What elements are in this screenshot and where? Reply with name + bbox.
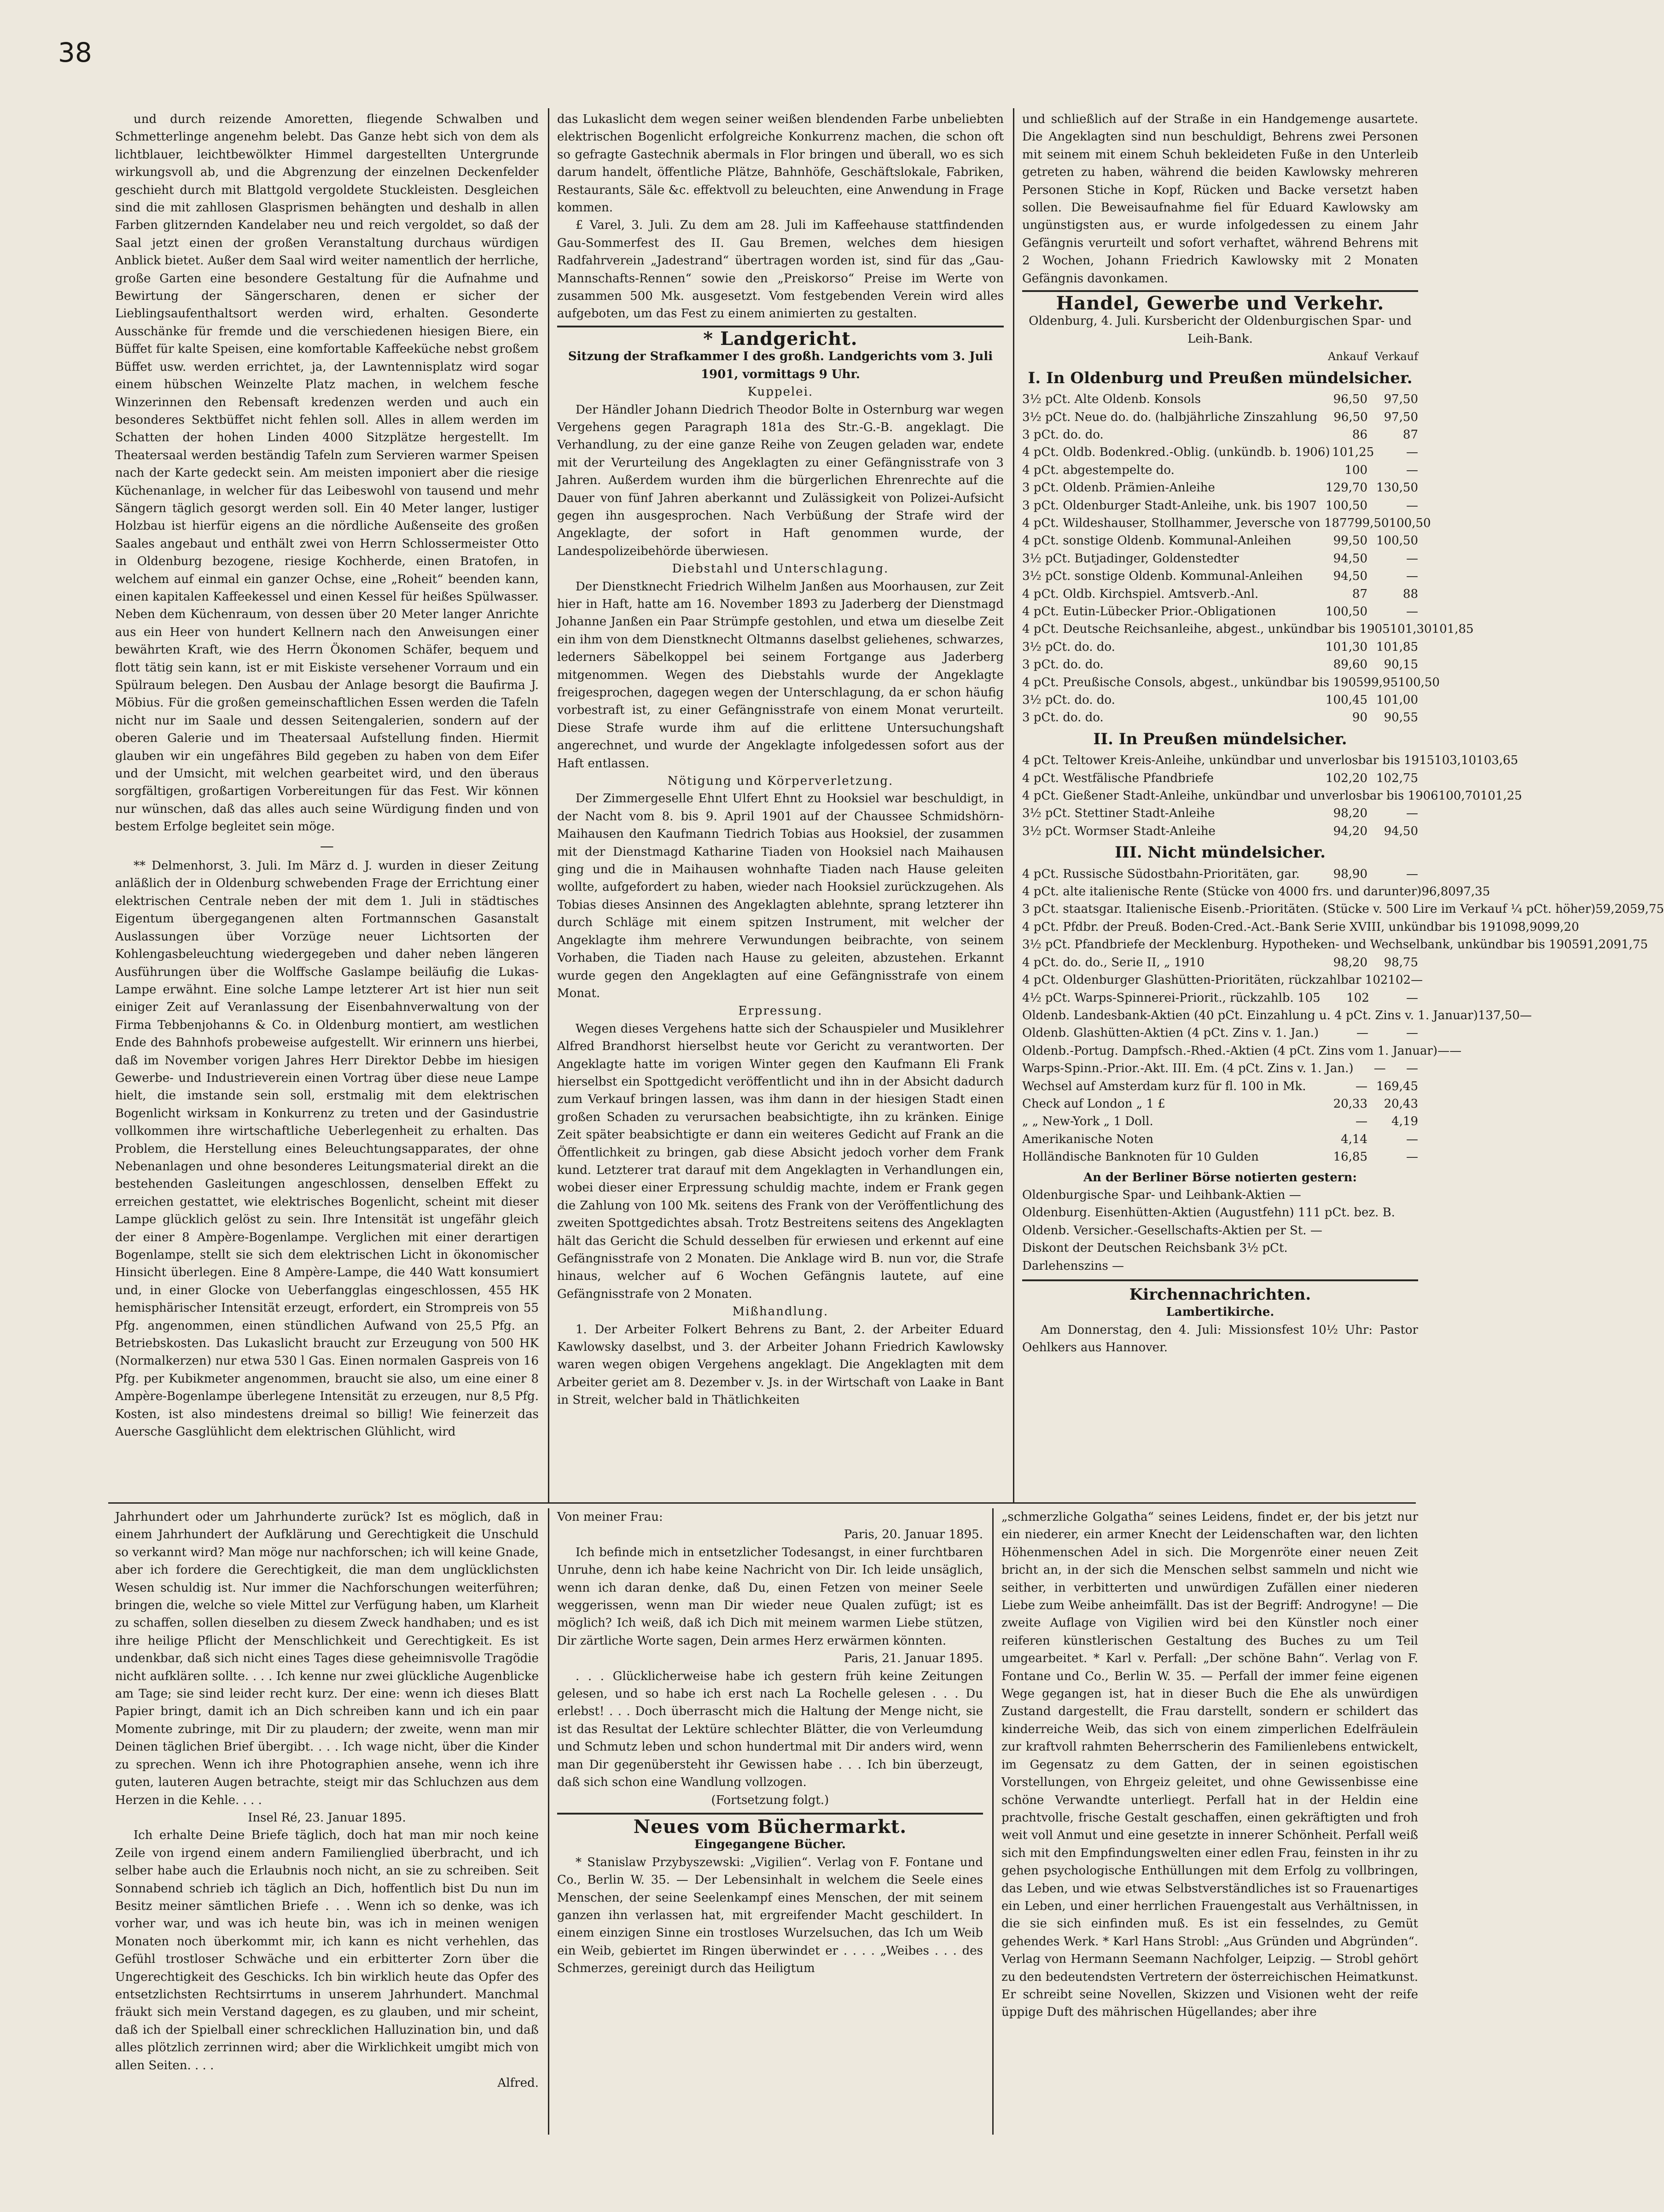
kurs-row [1022, 1148, 1418, 1166]
security-name: 3 pCt. do. do. [1022, 711, 1104, 725]
kurs-row [1022, 752, 1519, 769]
buechermarkt-subheading: Eingegangene Bücher. [694, 1838, 846, 1852]
book-reviews-cont: „schmerzliche Golgatha“ seines Leidens, findet er, der bis jetzt nur ein niederer, ein armer Knecht der Leidenschaften war, den lichten Höhenmenschen Adel in sich. Die Morgenröte einer neuen Zeit bricht an, in der sich die Menschen selbst sammeln und nicht wie seither, in verbitterten und unwürdigen Zufällen einer niederen Liebe zum Weibe anheimfällt. Das ist der Begriff: Androgyne! — Die zweite Auflage von Vigilien wird bei den Künstler noch einer reiferen künstlerischen Gestaltung des Buches zu um Teil umgearbeitet. * Karl v. Perfall: „Der schöne Bahn“. Verlag von F. Fontane und Co., Berlin W. 35. — Perfall der immer feine eigenen Wege gegangen ist, hat in dieser Buch die Ehe als unwürdigen Zustand dargestellt, die Frau darstellt, sondern er schildert das kinderreiche Weib, das sich von einem zimperlichen Edelfräulein zur kraftvoll rahmten Beherrscherin des Familienlebens entwickelt, im Gegensatz zu dem Gatten, der in seinen egoistischen Vorstellungen, von Ehrgeiz geleitet, und ohne Gewissenbisse eine schöne Verwandte unterliegt. Perfall hat in der Heldin eine prachtvolle, frische Gestalt geschaffen, einen gekräftigten und froh weit voll Anmut und eine gesetzte in innerer Schönheit. Perfall weiß sich mit den Empfindungswelten einer edlen Frau, feinsten in ihr zu gehen psychologische Enthüllungen mit dem Erfolg zu vollbringen, das Leben, und wie etwas Selbstverständliches ist so Frauenartiges ein Leben, und einer herrlichen Frauengestalt aus Verhältnissen, in die sie sich einfinden muß. Es ist ein fesselndes, zu Gemüt gehendes Werk. * Karl Hans Strobl: „Aus Gründen und Abgründen“. Verlag von Hermann Seemann Nachfolger, Leipzig. — Strobl gehört zu den bedeutendsten Vertretern der österreichischen Heimatkunst. Er schreibt seine Novellen, Skizzen und Visionen weht der reife üppige Duft des mährischen Hügellandes; aber ihre [1001, 1510, 1418, 2019]
ankauf-value: 100 [1344, 463, 1367, 477]
verkauf-value: 20,43 [1384, 1097, 1418, 1111]
lower-column-1 [115, 1508, 539, 2139]
berliner-boerse-item: Oldenburg. Eisenhütten-Aktien (Augustfehn) 111 pCt. bez. B. [1022, 1206, 1395, 1220]
verkauf-value: — [1406, 569, 1418, 584]
ankauf-value: 99,50 [1333, 534, 1367, 548]
ankauf-value: 101,25 [1332, 445, 1374, 460]
section-rule [557, 1813, 983, 1815]
kurs-row [1022, 918, 1579, 936]
verkauf-value: — [1406, 1062, 1418, 1076]
page-number: 38 [58, 37, 92, 68]
security-name: 3½ pCt. do. do. [1022, 640, 1115, 654]
sitzung-heading: Sitzung der Strafkammer I des großh. Landgerichts vom 3. Juli 1901, vormittags 9 Uhr. [568, 350, 993, 381]
security-name: Oldenb.-Portug. Dampfsch.-Rhed.-Aktien (4 pCt. Zins vom 1. Januar) [1022, 1044, 1438, 1058]
book-review-vigilien: * Stanislaw Przybyszewski: „Vigilien“. Verlag von F. Fontane und Co., Berlin W. 35. — Der Lebensinhalt in welchem die Seele eines Menschen, der seine Seelenkampf eines Menschen, der mit seinem ganzen ihn verlassen hat, mit ergreifender Macht geschildert. In einem einzigen Sinne ein trostloses Wurzelsuchen, das Ich um Weib ein Weib, gebiertet im Ringen überwindet er . . . . „Weibes . . . des Schmerzes, gereinigt durch das Heiligtum [557, 1855, 983, 1976]
separator: — [320, 838, 334, 854]
verkauf-value: 94,50 [1384, 824, 1418, 838]
kurs-row [1022, 805, 1418, 822]
ankauf-value: 16,85 [1333, 1150, 1367, 1164]
verkauf-value: 97,50 [1384, 392, 1418, 407]
section-rule [1022, 1279, 1418, 1281]
security-name: 4 pCt. Deutsche Reichsanleihe, abgest., unkündbar bis 1905 [1022, 622, 1390, 636]
security-name: Warps-Spinn.-Prior.-Akt. III. Em. (4 pCt. Zins v. 1. Jan.) [1022, 1062, 1354, 1076]
verkauf-value: 103,65 [1476, 753, 1519, 768]
ankauf-value: 20,33 [1333, 1097, 1367, 1111]
verkauf-value: — [1406, 1150, 1418, 1164]
wife-letter-date-2: Paris, 21. Januar 1895. [844, 1652, 983, 1666]
ankauf-value: 91,20 [1579, 938, 1614, 952]
security-name: Check auf London „ 1 £ [1022, 1097, 1165, 1111]
kurs-row [1022, 391, 1418, 408]
security-name: 3½ pCt. Pfandbriefe der Mecklenburg. Hypotheken- und Wechselbank, unkündbar bis 1905 [1022, 938, 1580, 952]
security-name: „ „ New-York „ 1 Doll. [1022, 1115, 1153, 1129]
kuppelei-heading: Kuppelei. [747, 385, 814, 399]
kurs-row [1022, 585, 1418, 603]
verkauf-value: — [1406, 445, 1418, 460]
kursbericht-intro: Oldenburg, 4. Juli. Kursbericht der Oldenburgischen Spar- und Leih-Bank. [1029, 314, 1412, 346]
verkauf-value: — [1406, 604, 1418, 619]
kurs-row [1022, 514, 1431, 532]
column-2 [557, 111, 1004, 1497]
ankauf-value: 99,50 [1355, 516, 1389, 530]
landgericht-heading: * Landgericht. [703, 327, 858, 350]
verkauf-value: 130,50 [1376, 481, 1418, 495]
kurs-row [1022, 1095, 1418, 1113]
berliner-boerse-item: Oldenburgische Spar- und Leihbank-Aktien — [1022, 1188, 1301, 1202]
article-misshandlung-cont: und schließlich auf der Straße in ein Handgemenge ausartete. Die Angeklagten sind nun beschuldigt, Behrens zwei Personen mit seinem mit einem Schuh bekleideten Fuße in den Unterleib getreten zu haben, während die beiden Kawlowsky mehreren Personen Stiche in Kopf, Rücken und Backe versetzt haben sollen. Die Beweisaufnahme fiel für Eduard Kawlowsky am ungünstigsten aus, er wurde infolgedessen zu einem Jahr Gefängnis verurteilt und sofort verhaftet, während Behrens mit 2 Wochen, Johann Friedrich Kawlowsky mit 2 Monaten Gefängnis davonkamen. [1022, 112, 1418, 286]
verkauf-value: — [1406, 867, 1418, 881]
kirchen-subheading: Lambertikirche. [1166, 1305, 1274, 1319]
verkauf-value: 99,20 [1545, 920, 1579, 934]
article-festsaal: und durch reizende Amoretten, fliegende Schwalben und Schmetterlinge angenehm belebt. Das Ganze hebt sich von dem als lichtblauer, leichtbewölkter Himmel dargestellten Untergrunde wirkungsvoll ab, und die Abgrenzung der einzelnen Deckenfelder geschieht durch mit Blattgold vergoldete Stuckleisten. Desgleichen sind die mit zahllosen Glasprismen behängten und deshalb in allen Farben glitzernden Kandelaber neu und reich vergoldet, so daß der Saal jetzt einen der großen Veranstaltung durchaus würdigen Anblick bietet. Außer dem Saal wird weiter namentlich der herrliche, große Garten eine besondere Gestaltung für die Aufnahme und Bewirtung der Sängerscharen, denen er sicher der Lieblingsaufenthaltsort werden wird, erhalten. Gesonderte Ausschänke für fremde und die verschiedenen hiesigen Biere, ein Büffet für kalte Speisen, eine komfortable Kaffeeküche nebst großem Büffet usw. werden errichtet, ja, der Lawntennisplatz wird sogar einem hübschen Weinzelte Platz machen, in welchem fesche Winzerinnen den Rebensaft kredenzen werden und auch ein besonderes Sektbüffet nicht fehlen soll. Alles in allem werden im Schatten der hohen Linden 4000 Sitzplätze hergestellt. Im Theatersaal werden beständig Tafeln zum Servieren warmer Speisen nach der Karte gedeckt sein. Am meisten imponiert aber die riesige Küchenanlage, in welcher für das Leibeswohl von tausend und mehr Sängern täglich gesorgt werden soll. Ein 40 Meter langer, lustiger Holzbau ist hierfür eigens an die nördliche Außenseite des großen Saales angebaut und enthält zwei von Herrn Schlossermeister Otto in Oldenburg bezogene, riesige Kochherde, einen Bratofen, in welchem auf einmal ein ganzer Ochse, eine „Roheit“ beenden kann, einen kapitalen Kaffeekessel und einen Kessel für heißes Spülwasser. Neben dem Küchenraum, von dessen über 20 Meter langer Anrichte aus ein Heer von hundert Kellnern nach den Anweisungen einer bewährten Kraft, wie des Herrn Ökonomen Schäfer, bequem und flott tätig sein kann, ist er mit Eiskiste versehener Vorraum und ein Spülraum belegen. Den Ausbau der Anlage besorgt die Baufirma J. Möbius. Für die großen gemeinschaftlichen Essen werden die Tafeln nicht nur im Saale und dessen Seitengalerien, sondern auf der oberen Galerie und im Theatersaal Aufstellung finden. Hiermit glauben wir ein ungefähres Bild gegeben zu haben von dem Eifer und der Umsicht, mit welchen gearbeitet wird, und den überaus sorgfältigen, großartigen Vorbereitungen für das Fest. Wir können nur wünschen, daß das alles auch seine Würdigung finden und von bestem Erfolge begleitet sein möge. [115, 112, 539, 834]
letter-signature: Alfred. [497, 2076, 539, 2090]
kurs-row [1022, 550, 1418, 567]
ankauf-value: 86 [1352, 427, 1367, 442]
kurs-row [1022, 1007, 1532, 1024]
security-name: Amerikanische Noten [1022, 1132, 1154, 1146]
kurs-row [1022, 787, 1522, 805]
security-name: Wechsel auf Amsterdam kurz für fl. 100 in Mk. [1022, 1079, 1306, 1093]
security-name: 4 pCt. Teltower Kreis-Anleihe, unkündbar und unverlosbar bis 1915 [1022, 753, 1435, 768]
berliner-boerse-item: Diskont der Deutschen Reichsbank 3½ pCt. [1022, 1241, 1288, 1255]
ankauf-value: 89,60 [1333, 658, 1367, 672]
wife-letter-text-1: Ich befinde mich in entsetzlicher Todesangst, in einer furchtbaren Unruhe, denn ich habe keine Nachricht von Dir. Ich leide unsäglich, wenn ich daran denke, daß Du, einen Fetzen von meiner Seele weggerissen, wenn man Dir wieder neue Qualen zufügt; ist es möglich? Ich weiß, daß ich Dich mit meinem warmen Liebe stützen, Dir zärtliche Worte sagen, Dein armes Herz erwärmen könnten. [557, 1545, 983, 1648]
column-rule [548, 1508, 549, 2135]
kurs-row [1022, 567, 1418, 585]
kurs-row [1022, 1113, 1418, 1130]
ankauf-value: 100,45 [1326, 693, 1367, 707]
security-name: 3½ pCt. Alte Oldenb. Konsols [1022, 392, 1201, 407]
dreyfus-letter-text: Jahrhundert oder um Jahrhunderte zurück? Ist es möglich, daß in einem Jahrhundert der Aufklärung und Gerechtigkeit die Unschuld so verkannt wird? Man möge nur nachforschen; ich will keine Gnade, aber ich fordere die Gerechtigkeit, die man dem unglücklichsten Wesen schuldig ist. Nur immer die Nachforschungen weiterführen; bringen die, welche so viele Mittel zur Verfügung haben, um Klarheit zu schaffen, sollen dieselben zu diesem Zweck handhaben; und es ist ihre heilige Pflicht der Menschlichkeit und Gerechtigkeit. Es ist undenkbar, daß sich nicht eines Tages diese geheimnisvolle Tragödie nicht aufklären sollte. . . . Ich kenne nur zwei glückliche Augenblicke am Tage; sie sind leider recht kurz. Der eine: wenn ich dieses Blatt Papier bringt, damit ich an Dich schreiben kann und ich ein paar Momente zubringe, mit Dir zu plaudern; der zweite, wenn man mir Deinen täglichen Brief übergibt. . . . Ich wage nicht, über die Kinder zu sprechen. Wenn ich ihre Photographien ansehe, wenn ich ihre guten, lauteren Augen betrachte, steigt mir das Schluchzen aus dem Herzen in die Kehle. . . . [115, 1510, 539, 1807]
security-name: 4 pCt. Gießener Stadt-Anleihe, unkündbar und unverlosbar bis 1906 [1022, 789, 1438, 803]
ankauf-value: 98,20 [1333, 806, 1367, 821]
section-rule [557, 326, 1004, 327]
security-name: 4 pCt. Oldenburger Glashütten-Prioritäten, rückzahlbar 102 [1022, 973, 1388, 987]
section-rule [1022, 290, 1418, 292]
kurs-row [1022, 444, 1418, 461]
verkauf-value: — [1406, 1026, 1418, 1040]
verkauf-value: 101,25 [1480, 789, 1522, 803]
security-name: 3½ pCt. Neue do. do. (halbjährliche Zinszahlung [1022, 410, 1318, 424]
wife-letter-date-1: Paris, 20. Januar 1895. [844, 1528, 983, 1542]
diebstahl-text: Der Dienstknecht Friedrich Wilhelm Janßen aus Moorhausen, zur Zeit hier in Haft, hatte am 16. November 1893 zu Jaderberg der Dienstmagd Johanne Janßen ein Paar Strümpfe gestohlen, und etwa um dieselbe Zeit ein ihm von dem Dienstknecht Oltmanns daselbst geliehenes, schwarzes, lederners Säbelkoppel bei seinem Fortgange aus Jaderberg mitgenommen. Wegen des Diebstahls wurde der Angeklagte freigesprochen, dagegen wegen der Unterschlagung, da er schon häufig vorbestraft ist, zu einer Gefängnisstrafe von einem Monat verurteilt. Diese Strafe wurde ihm auf die erlittene Untersuchungshaft angerechnet, und wurde der Angeklagte infolgedessen sofort aus der Haft entlassen. [557, 579, 1004, 770]
verkauf-value: — [1411, 973, 1423, 987]
column-rule [548, 108, 549, 1504]
security-name: 3 pCt. staatsgar. Italienische Eisenb.-Prioritäten. (Stücke v. 500 Lire im Verkauf ¼ pCt. höher) [1022, 902, 1596, 916]
berliner-boerse-list [1022, 1186, 1418, 1275]
verkauf-value: — [1406, 806, 1418, 821]
section-rule [108, 1502, 1416, 1504]
ankauf-label: Ankauf [1328, 350, 1367, 363]
verkauf-value: 59,75 [1629, 902, 1664, 916]
verkauf-value: 88 [1402, 587, 1418, 601]
verkauf-value: 100,50 [1376, 534, 1418, 548]
kurs-row [1022, 479, 1418, 496]
ankauf-value: 98,90 [1333, 867, 1367, 881]
verkauf-value: 98,75 [1384, 955, 1418, 969]
verkauf-value: 97,35 [1455, 885, 1490, 899]
ankauf-value: 137,50 [1478, 1008, 1520, 1022]
kurs-row [1022, 691, 1418, 709]
kurs-row [1022, 989, 1418, 1007]
erpressung-heading: Erpressung. [738, 1004, 823, 1018]
berliner-boerse-heading: An der Berliner Börse notierten gestern: [1083, 1170, 1357, 1185]
kirchen-text: Am Donnerstag, den 4. Juli: Missionsfest 10½ Uhr: Pastor Oehlkers aus Hannover. [1022, 1323, 1418, 1355]
kurs-row [1022, 770, 1418, 787]
ankauf-value: 98,90 [1510, 920, 1545, 934]
verkauf-value: 100,50 [1397, 675, 1440, 689]
dreyfus-letter-text-2: Ich erhalte Deine Briefe täglich, doch hat man mir noch keine Zeile von irgend einem andern Familienglied überbracht, und ich selber habe auch die Erlaubnis noch nicht, an sie zu schreiben. Seit Sonnabend schrieb ich täglich an Dich, hoffentlich bist Du nun im Besitz meiner sämtlichen Briefe . . . Wenn ich so denke, was ich vorher war, und was ich heute bin, was ich in meinen wenigen Monaten noch überkommt mir, ich kann es nicht verhehlen, das Gefühl trostloser Schwäche und ein erbitterter Zorn über die Ungerechtigkeit des Geschicks. Ich bin wirklich heute das Opfer des entsetzlichsten Rechtsirrtums in unserem Jahrhundert. Manchmal fräukt sich mein Verstand dagegen, es zu glauben, und mir scheint, daß ich der Spielball einer schrecklichen Halluzination bin, und daß alles plötzlich zerrinnen wird; aber die Wirklichkeit umgibt mich von allen Seiten. . . . [115, 1828, 539, 2072]
ankauf-value: 102 [1346, 991, 1369, 1005]
verkauf-value: 97,50 [1384, 410, 1418, 424]
ankauf-value: 4,14 [1341, 1132, 1367, 1146]
ankauf-value: 100,50 [1326, 498, 1367, 513]
ankauf-value: 102 [1388, 973, 1411, 987]
verkauf-value: 90,15 [1384, 658, 1418, 672]
kurs-row [1022, 954, 1418, 971]
ankauf-value: 90 [1352, 711, 1367, 725]
ankauf-value: 94,20 [1333, 824, 1367, 838]
buechermarkt-heading: Neues vom Büchermarkt. [633, 1815, 907, 1838]
verkauf-value: 101,85 [1431, 622, 1474, 636]
section-nicht-mundelsicher: III. Nicht mündelsicher. [1115, 843, 1326, 862]
fortsetzung: (Fortsetzung folgt.) [711, 1793, 829, 1807]
ankauf-value: — [1356, 1115, 1367, 1129]
ankauf-value: 96,50 [1333, 410, 1368, 424]
ankauf-value: 101,30 [1390, 622, 1432, 636]
security-name: 3½ pCt. Stettiner Stadt-Anleihe [1022, 806, 1215, 821]
verkauf-value: — [1406, 991, 1418, 1005]
kurs-row [1022, 620, 1474, 638]
berliner-boerse-item: Darlehenszins — [1022, 1259, 1124, 1273]
column-rule [992, 1508, 994, 2135]
kurs-row [1022, 1131, 1418, 1148]
kurs-table-1 [1022, 391, 1474, 727]
kurs-row [1022, 1042, 1462, 1060]
ankauf-value: — [1373, 1062, 1386, 1076]
kurs-header [1022, 348, 1418, 365]
kuppelei-text: Der Händler Johann Diedrich Theodor Bolte in Osternburg war wegen Vergehens gegen Paragraph 181a des Str.-G.-B. angeklagt. Die Verhandlung, zu der eine ganze Reihe von Zeugen geladen war, endete mit der Verurteilung des Angeklagten zu einer Gefängnisstrafe von 3 Jahren. Außerdem wurden ihm die bürgerlichen Ehrenrechte auf die Dauer von fünf Jahren aberkannt und Zulässigkeit von Polizei-Aufsicht gegen ihn ausgesprochen. Nach Verbüßung der Strafe wird der Angeklagte, der sofort in Haft genommen wurde, der Landespolizeibehörde überwiesen. [557, 403, 1004, 558]
verkauf-value: — [1406, 1132, 1418, 1146]
kurs-row [1022, 936, 1648, 953]
security-name: 4½ pCt. Warps-Spinnerei-Priorit., rückzahlb. 105 [1022, 991, 1321, 1005]
verkauf-value: 169,45 [1376, 1079, 1418, 1093]
erpressung-text: Wegen dieses Vergehens hatte sich der Schauspieler und Musiklehrer Alfred Brandhorst hierselbst heute vor Gericht zu verantworten. Der Angeklagte hatte im vorigen Winter gegen den Kaufmann Eli Frank hierselbst ein Spottgedicht veröffentlicht und ihn in der Absicht dadurch zum Verkauf bringen lassen, was ihm dann in der hiesigen Stadt einen großen Schaden zu verursachen beabsichtigte, ihn zu kränken. Einige Zeit später beabsichtigte er dann ein weiteres Gedicht auf Frank an die Öffentlichkeit zu bringen, gab diese Absicht jedoch vorher dem Frank kund. Letzterer trat darauf mit dem Angeklagten in Verhandlungen ein, wobei dieser einer Erpressung schuldig machte, indem er Frank gegen die Zahlung von 100 Mk. seitens des Frank von der Veröffentlichung des zweiten Spottgedichtes absah. Trotz Bestreitens seitens des Angeklagten hält das Gericht die Schuld desselben für erwiesen und erkennt auf eine Gefängnisstrafe von 2 Monaten. Die Anklage wird B. nun vor, die Strafe hinaus, welcher auf 6 Wochen Gefängnis lautete, auf eine Gefängnisstrafe von 2 Monaten. [557, 1021, 1004, 1301]
verkauf-label: Verkauf [1375, 350, 1418, 363]
ankauf-value: 94,50 [1333, 569, 1367, 584]
security-name: 4 pCt. Russische Südostbahn-Prioritäten, gar. [1022, 867, 1300, 881]
verkauf-value: 4,19 [1391, 1115, 1418, 1129]
security-name: 3 pCt. Oldenburger Stadt-Anleihe, unk. bis 1907 [1022, 498, 1317, 513]
verkauf-value: — [1406, 463, 1418, 477]
verkauf-value: — [1406, 498, 1418, 513]
kurs-row [1022, 638, 1418, 656]
security-name: 4 pCt. Eutin-Lübecker Prior.-Obligationen [1022, 604, 1276, 619]
article-lukaslicht-cont: das Lukaslicht dem wegen seiner weißen blendenden Farbe unbeliebten elektrischen Bogenlicht erfolgreiche Konkurrenz machen, die schon oft so gefragte Gastechnik abermals in Flor bringen und überall, wo es sich darum handelt, öffentliche Plätze, Bahnhöfe, Geschäftslokale, Fabriken, Restaurants, Säle &c. effektvoll zu beleuchten, eine Anwendung in Frage kommen. [557, 112, 1004, 215]
ankauf-value: 103,10 [1434, 753, 1477, 768]
security-name: 3½ pCt. do. do. [1022, 693, 1115, 707]
kurs-row [1022, 1024, 1418, 1042]
ankauf-value: 59,20 [1595, 902, 1630, 916]
kurs-row [1022, 1078, 1418, 1095]
berliner-boerse-item: Oldenb. Versicher.-Gesellschafts-Aktien per St. — [1022, 1223, 1322, 1237]
verkauf-value: 90,55 [1384, 711, 1418, 725]
security-name: 4 pCt. Oldb. Kirchspiel. Amtsverb.-Anl. [1022, 587, 1259, 601]
ankauf-value: — [1437, 1044, 1450, 1058]
security-name: 4 pCt. Oldb. Bodenkred.-Oblig. (unkündb. b. 1906) [1022, 445, 1330, 460]
security-name: 3 pCt. Oldenb. Prämien-Anleihe [1022, 481, 1215, 495]
column-1 [115, 111, 539, 1497]
kurs-table-2 [1022, 752, 1522, 840]
security-name: Oldenb. Glashütten-Aktien (4 pCt. Zins v. 1. Jan.) [1022, 1026, 1319, 1040]
ankauf-value: 102,20 [1326, 771, 1367, 785]
security-name: 3 pCt. do. do. [1022, 658, 1104, 672]
kurs-row [1022, 1060, 1418, 1077]
verkauf-value: 100,50 [1389, 516, 1431, 530]
kurs-row [1022, 971, 1423, 989]
security-name: Oldenb. Landesbank-Aktien (40 pCt. Einzahlung u. 4 pCt. Zins v. 1. Januar) [1022, 1008, 1478, 1022]
kurs-row [1022, 497, 1418, 514]
kurs-row [1022, 674, 1440, 691]
kurs-table-3 [1022, 865, 1664, 1166]
security-name: 3½ pCt. Butjadinger, Goldenstedter [1022, 551, 1239, 566]
section-mundelsicher-1: I. In Oldenburg und Preußen mündelsicher. [1028, 368, 1413, 387]
security-name: 3½ pCt. Wormser Stadt-Anleihe [1022, 824, 1216, 838]
kurs-row [1022, 461, 1418, 479]
misshandlung-text: 1. Der Arbeiter Folkert Behrens zu Bant, 2. der Arbeiter Eduard Kawlowsky daselbst, und 3. der Arbeiter Johann Friedrich Kawlowsky waren wegen obigen Vergehens angeklagt. Die Angeklagten mit dem Arbeiter geriet am 8. Dezember v. Js. in der Wirtschaft von Laake in Bant in Streit, welcher bald in Thätlichkeiten [557, 1322, 1004, 1407]
diebstahl-heading: Diebstahl und Unterschlagung. [672, 562, 889, 576]
ankauf-value: 100,50 [1326, 604, 1367, 619]
verkauf-value: — [1406, 551, 1418, 566]
noetigung-text: Der Zimmergeselle Ehnt Ulfert Ehnt zu Hooksiel war beschuldigt, in der Nacht vom 8. bis 9. April 1901 auf der Chaussee Schmidshörn-Maihausen den Kaufmann Tiedrich Tobias aus Hooksiel, der zusammen mit der Dienstmagd Katharine Tiaden von Hooksiel nach Maihausen ging und die in Maihausen wohnhafte Tiaden nach Hause geleiten wollte, aufgefordert zu haben, wieder nach Hooksiel zurückzugehen. Als Tobias dieses Ansinnen des Angeklagten ablehnte, sprang letzterer ihn durch Schläge mit einem spitzen Instrument, mit welcher der Angeklagte ihm mehrere Verwundungen beibrachte, von seinem Vorhaben, die Tiaden nach Hause zu geleiten, abzustehen. Erkannt wurde gegen den Angeklagten auf eine Gefängnisstrafe von einem Monat. [557, 792, 1004, 1000]
kurs-row [1022, 865, 1418, 883]
verkauf-value: 102,75 [1376, 771, 1418, 785]
verkauf-value: 91,75 [1613, 938, 1648, 952]
security-name: 3½ pCt. sonstige Oldenb. Kommunal-Anleihen [1022, 569, 1303, 584]
kurs-row [1022, 409, 1418, 426]
handel-heading: Handel, Gewerbe und Verkehr. [1056, 292, 1385, 315]
kurs-row [1022, 426, 1418, 444]
security-name: 4 pCt. Wildeshauser, Stollhammer, Jeversche von 1877 [1022, 516, 1355, 530]
letter-dateline: Insel Ré, 23. Januar 1895. [248, 1810, 406, 1825]
security-name: Holländische Banknoten für 10 Gulden [1022, 1150, 1259, 1164]
security-name: 4 pCt. sonstige Oldenb. Kommunal-Anleihen [1022, 534, 1292, 548]
ankauf-value: 96,80 [1421, 885, 1456, 899]
ankauf-value: 87 [1352, 587, 1367, 601]
security-name: 4 pCt. do. do., Serie II, „ 1910 [1022, 955, 1204, 969]
ankauf-value: — [1356, 1026, 1368, 1040]
security-name: 4 pCt. alte italienische Rente (Stücke von 4000 frs. und darunter) [1022, 885, 1422, 899]
article-varel: £ Varel, 3. Juli. Zu dem am 28. Juli im Kaffeehause stattfindenden Gau-Sommerfest des II. Gau Bremen, welches dem hiesigen Radfahrverein „Jadestrand“ übertragen worden ist, sind für das „Gau-Mannschafts-Rennen“ sowie den „Preiskorso“ Preise im Werte von zusammen 500 Mk. ausgesetzt. Vom festgebenden Verein wird alles aufgeboten, um das Fest zu einem animierten zu gestalten. [557, 218, 1004, 321]
security-name: 4 pCt. Westfälische Pfandbriefe [1022, 771, 1214, 785]
article-delmenhorst: ** Delmenhorst, 3. Juli. Im März d. J. wurden in dieser Zeitung anläßlich der in Oldenburg schwebenden Frage der Errichtung einer elektrischen Centrale neben der mit dem 1. Juli in städtisches Eigentum übergegangenen alten Fortmannschen Gasanstalt Auslassungen über Vorzüge neuer Lichtsorten der Kohlengasbeleuchtung wiedergegeben und daher neben längeren Ausführungen über die Wolffsche Gaslampe beiläufig die Lukas-Lampe erwähnt. Eine solche Lampe letzterer Art ist hier nun seit einiger Zeit auf Veranlassung der Eisenbahnverwaltung von der Firma Tebbenjohanns & Co. in Oldenburg montiert, am westlichen Ende des Bahnhofs probeweise aufgestellt. Wir erinnern uns hierbei, daß im November vorigen Jahres Herr Direktor Debbe im hiesigen Gewerbe- und Industrieverein einen Vortrag über diese neue Lampe hielt, die imstande sein soll, erstmalig mit dem elektrischen Bogenlicht wirksam in Konkurrenz zu treten und der Gasindustrie vollkommen ihre wirtschaftliche Ueberlegenheit zu erhalten. Das Problem, die Herstellung eines Beleuchtungsapparates, der ohne Nebenanlagen und ohne besonderes Leitungsmaterial direkt an die bestehenden Gasleitungen angeschlossen, denselben Effekt zu erreichen gestattet, wie elektrisches Bogenlicht, scheint mit dieser Lampe glücklich gelöst zu sein. Ihre Intensität ist ungefähr gleich der einer 8 Ampère-Bogenlampe. Verglichen mit einer derartigen Bogenlampe, stellt sie sich dem elektrischen Licht in ökonomischer Hinsicht überlegen. Eine 8 Ampère-Lampe, die 440 Watt konsumiert und, in einer Glocke von Ueberfangglas eingeschlossen, 455 HK hemisphärischer Intensität erzeugt, erfordert, ein Strompreis von 55 Pfg. angenommen, einen stündlichen Aufwand von 25,5 Pfg. an Betriebskosten. Das Lukaslicht braucht zur Erzeugung von 500 HK (Normalkerzen) nur etwa 530 l Gas. Einen normalen Gaspreis von 16 Pfg. per Kubikmeter angenommen, braucht sie also, um eine einer 8 Ampère-Bogenlampe überlegene Intensität zu erzeugen, nur 8,5 Pfg. Kosten, ist also mindestens dreimal so billig! Wie feinerzeit das Auersche Gasglühlicht dem elektrischen Glühlicht, wird [115, 859, 539, 1439]
kurs-row [1022, 823, 1418, 840]
kurs-row [1022, 900, 1664, 918]
section-mundelsicher-2: II. In Preußen mündelsicher. [1093, 730, 1347, 748]
verkauf-value: — [1449, 1044, 1462, 1058]
misshandlung-heading: Mißhandlung. [732, 1305, 829, 1319]
lower-column-2 [557, 1508, 983, 2139]
verkauf-value: 87 [1402, 427, 1418, 442]
kurs-row [1022, 603, 1418, 620]
verkauf-value: 101,00 [1376, 693, 1418, 707]
kurs-row [1022, 656, 1418, 673]
lower-column-3 [1001, 1508, 1418, 2139]
kurs-row [1022, 883, 1490, 900]
column-rule [1013, 108, 1014, 1504]
ankauf-value: 100,70 [1438, 789, 1480, 803]
ankauf-value: 99,95 [1363, 675, 1398, 689]
kirchen-heading: Kirchennachrichten. [1129, 1285, 1311, 1304]
ankauf-value: 96,50 [1333, 392, 1367, 407]
noetigung-heading: Nötigung und Körperverletzung. [667, 774, 894, 788]
security-name: 3 pCt. do. do. [1022, 427, 1104, 442]
ankauf-value: 98,20 [1333, 955, 1367, 969]
ankauf-value: — [1356, 1079, 1367, 1093]
security-name: 4 pCt. Pfdbr. der Preuß. Boden-Cred.-Act.-Bank Serie XVIII, unkündbar bis 1910 [1022, 920, 1511, 934]
verkauf-value: 101,85 [1376, 640, 1418, 654]
column-3 [1022, 111, 1664, 1497]
security-name: 4 pCt. abgestempelte do. [1022, 463, 1175, 477]
verkauf-value: — [1519, 1008, 1532, 1022]
kurs-row [1022, 709, 1418, 726]
security-name: 4 pCt. Preußische Consols, abgest., unkündbar bis 1905 [1022, 675, 1364, 689]
ankauf-value: 94,50 [1333, 551, 1367, 566]
ankauf-value: 129,70 [1326, 481, 1367, 495]
ankauf-value: 101,30 [1326, 640, 1367, 654]
kurs-row [1022, 532, 1418, 549]
wife-letter-heading: Von meiner Frau: [557, 1510, 663, 1524]
wife-letter-text-2: . . . Glücklicherweise habe ich gestern früh keine Zeitungen gelesen, und so habe ich erst nach La Rochelle gelesen . . . Du erlebst! . . . Doch überrascht mich die Haltung der Menge nicht, sie ist das Resultat der Lektüre schlechter Blätter, die von Verleumdung und Schmutz leben und schon hundertmal mit Dir anders wird, wenn man Dir gegenübersteht ihr Gewissen habe . . . Ich bin überzeugt, daß sich schon eine Wandlung vollzogen. [557, 1669, 983, 1790]
